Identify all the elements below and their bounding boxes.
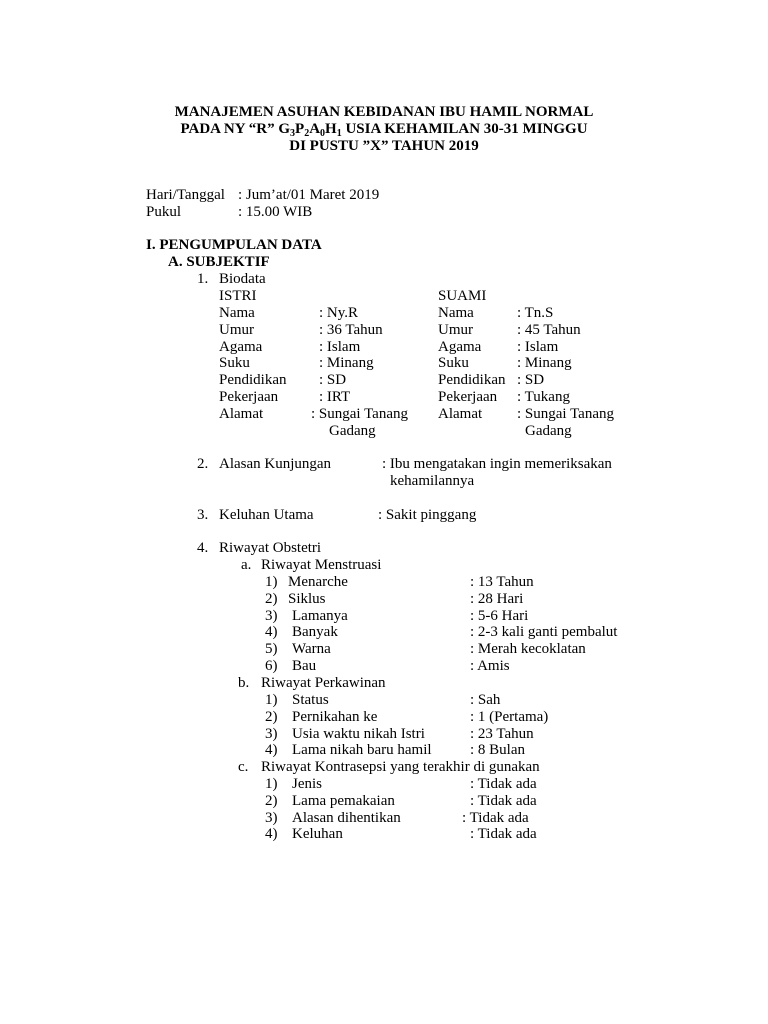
wife-field-value: : Islam: [319, 338, 361, 355]
para-subscript: 2: [304, 128, 310, 139]
kontrasepsi-item-value: : Tidak ada: [470, 826, 537, 843]
husband-field-value: : Minang: [517, 355, 572, 372]
menstruasi-heading: Riwayat Menstruasi: [261, 557, 382, 573]
menstruasi-item-label: Lamanya: [292, 607, 348, 624]
biodata-number: 1.: [197, 271, 209, 287]
kontrasepsi-item-number: 3): [265, 809, 278, 826]
menstruasi-item-number: 6): [265, 658, 278, 674]
menstruasi-letter: a.: [241, 557, 252, 573]
keluhan-label: Keluhan Utama: [219, 507, 314, 523]
time-value: : 15.00 WIB: [238, 204, 313, 220]
obstetri-label: Riwayat Obstetri: [219, 540, 322, 556]
wife-field-label: Alamat: [219, 405, 264, 422]
perkawinan-item-number: 4): [265, 742, 278, 759]
husband-field-value: : SD: [517, 372, 545, 389]
gravida-subscript: 3: [290, 128, 296, 139]
husband-field-label: Alamat: [438, 405, 483, 422]
alasan-label: Alasan Kunjungan: [219, 456, 332, 472]
menstruasi-item-number: 1): [265, 574, 278, 590]
husband-field-value: : Tukang: [517, 389, 570, 405]
section-heading-pengumpulan-data: I. PENGUMPULAN DATA: [146, 237, 322, 253]
keluhan-value: : Sakit pinggang: [378, 507, 477, 523]
kontrasepsi-item-label: Lama pemakaian: [292, 792, 395, 809]
kontrasepsi-item-value: : Tidak ada: [462, 809, 529, 826]
title-prefix: PADA NY “R” G: [180, 121, 291, 137]
husband-heading: SUAMI: [438, 288, 487, 304]
perkawinan-item-number: 1): [265, 692, 278, 708]
document-title-line-3: DI PUSTU ”X” TAHUN 2019: [289, 138, 479, 154]
wife-field-value: : IRT: [319, 389, 351, 405]
perkawinan-item-label: Lama nikah baru hamil: [292, 742, 432, 759]
wife-field-label: Agama: [219, 338, 263, 355]
time-label: Pukul: [146, 204, 182, 220]
menstruasi-item-label: Warna: [292, 641, 331, 658]
title-suffix: USIA KEHAMILAN 30-31 MINGGU: [341, 121, 588, 137]
husband-field-label: Pendidikan: [438, 372, 506, 389]
menstruasi-item-value: : 13 Tahun: [470, 574, 534, 590]
menstruasi-item-number: 3): [265, 607, 278, 624]
obstetri-number: 4.: [197, 540, 209, 556]
wife-field-label: Umur: [219, 321, 254, 338]
section-heading-subjektif: A. SUBJEKTIF: [168, 254, 270, 270]
husband-address-continuation: Gadang: [525, 423, 572, 439]
perkawinan-letter: b.: [238, 675, 250, 691]
menstruasi-item-value: : 28 Hari: [470, 590, 524, 607]
husband-field-value: : Islam: [517, 338, 559, 355]
hidup-letter: H: [325, 121, 337, 137]
wife-field-value: : 36 Tahun: [319, 321, 383, 338]
perkawinan-item-value: : Sah: [470, 692, 501, 708]
husband-field-label: Nama: [438, 305, 474, 321]
husband-field-value: : 45 Tahun: [517, 321, 581, 338]
perkawinan-item-value: : 1 (Pertama): [470, 708, 549, 725]
kontrasepsi-heading: Riwayat Kontrasepsi yang terakhir di gunakan: [261, 759, 540, 775]
kontrasepsi-item-label: Jenis: [292, 776, 322, 792]
perkawinan-item-value: : 8 Bulan: [470, 742, 525, 759]
husband-field-label: Umur: [438, 321, 473, 338]
para-letter: P: [295, 121, 305, 137]
kontrasepsi-item-label: Alasan dihentikan: [292, 809, 401, 826]
menstruasi-item-value: : Merah kecoklatan: [470, 641, 586, 658]
husband-field-value: : Tn.S: [517, 305, 554, 321]
kontrasepsi-item-number: 1): [265, 776, 278, 792]
kontrasepsi-letter: c.: [238, 759, 249, 775]
alasan-value-continuation: kehamilannya: [390, 473, 475, 489]
menstruasi-item-value: : 2-3 kali ganti pembalut: [470, 624, 618, 641]
perkawinan-item-label: Status: [292, 692, 329, 708]
wife-field-label: Pendidikan: [219, 372, 287, 389]
date-label: Hari/Tanggal: [146, 187, 225, 203]
menstruasi-item-value: : Amis: [470, 658, 510, 674]
kontrasepsi-item-value: : Tidak ada: [470, 776, 537, 792]
menstruasi-item-number: 4): [265, 624, 278, 641]
alasan-number: 2.: [197, 456, 209, 472]
menstruasi-item-label: Menarche: [288, 574, 348, 590]
wife-field-label: Nama: [219, 305, 255, 321]
wife-field-value: : Sungai Tanang: [311, 405, 408, 422]
kontrasepsi-item-value: : Tidak ada: [470, 792, 537, 809]
menstruasi-item-value: : 5-6 Hari: [470, 607, 529, 624]
wife-field-label: Suku: [219, 355, 250, 372]
biodata-label: Biodata: [219, 271, 266, 287]
wife-heading: ISTRI: [219, 288, 257, 304]
husband-field-label: Pekerjaan: [438, 389, 498, 405]
wife-field-value: : Ny.R: [319, 305, 359, 321]
menstruasi-item-number: 5): [265, 641, 278, 658]
keluhan-number: 3.: [197, 507, 209, 523]
menstruasi-item-label: Banyak: [292, 624, 338, 641]
abortus-subscript: 0: [320, 128, 326, 139]
perkawinan-item-value: : 23 Tahun: [470, 725, 534, 742]
wife-field-value: : Minang: [319, 355, 374, 372]
perkawinan-item-number: 2): [265, 708, 278, 725]
perkawinan-item-label: Pernikahan ke: [292, 708, 378, 725]
kontrasepsi-item-label: Keluhan: [292, 826, 343, 843]
kontrasepsi-item-number: 4): [265, 826, 278, 843]
date-value: : Jum’at/01 Maret 2019: [238, 187, 380, 203]
alasan-value: : Ibu mengatakan ingin memeriksakan: [382, 456, 612, 472]
document-title-line-2: [0, 121, 768, 138]
kontrasepsi-item-number: 2): [265, 792, 278, 809]
abortus-letter: A: [309, 121, 321, 137]
perkawinan-heading: Riwayat Perkawinan: [261, 675, 386, 691]
menstruasi-item-number: 2): [265, 590, 278, 607]
husband-field-label: Suku: [438, 355, 469, 372]
husband-field-label: Agama: [438, 338, 482, 355]
husband-field-value: : Sungai Tanang: [517, 405, 614, 422]
perkawinan-item-number: 3): [265, 725, 278, 742]
hidup-subscript: 1: [336, 128, 342, 139]
menstruasi-item-label: Siklus: [288, 590, 326, 607]
perkawinan-item-label: Usia waktu nikah Istri: [292, 725, 425, 742]
wife-field-label: Pekerjaan: [219, 389, 279, 405]
document-title-line-1: MANAJEMEN ASUHAN KEBIDANAN IBU HAMIL NORMAL: [174, 104, 594, 120]
wife-field-value: : SD: [319, 372, 347, 389]
menstruasi-item-label: Bau: [292, 658, 317, 674]
wife-address-continuation: Gadang: [329, 423, 376, 439]
